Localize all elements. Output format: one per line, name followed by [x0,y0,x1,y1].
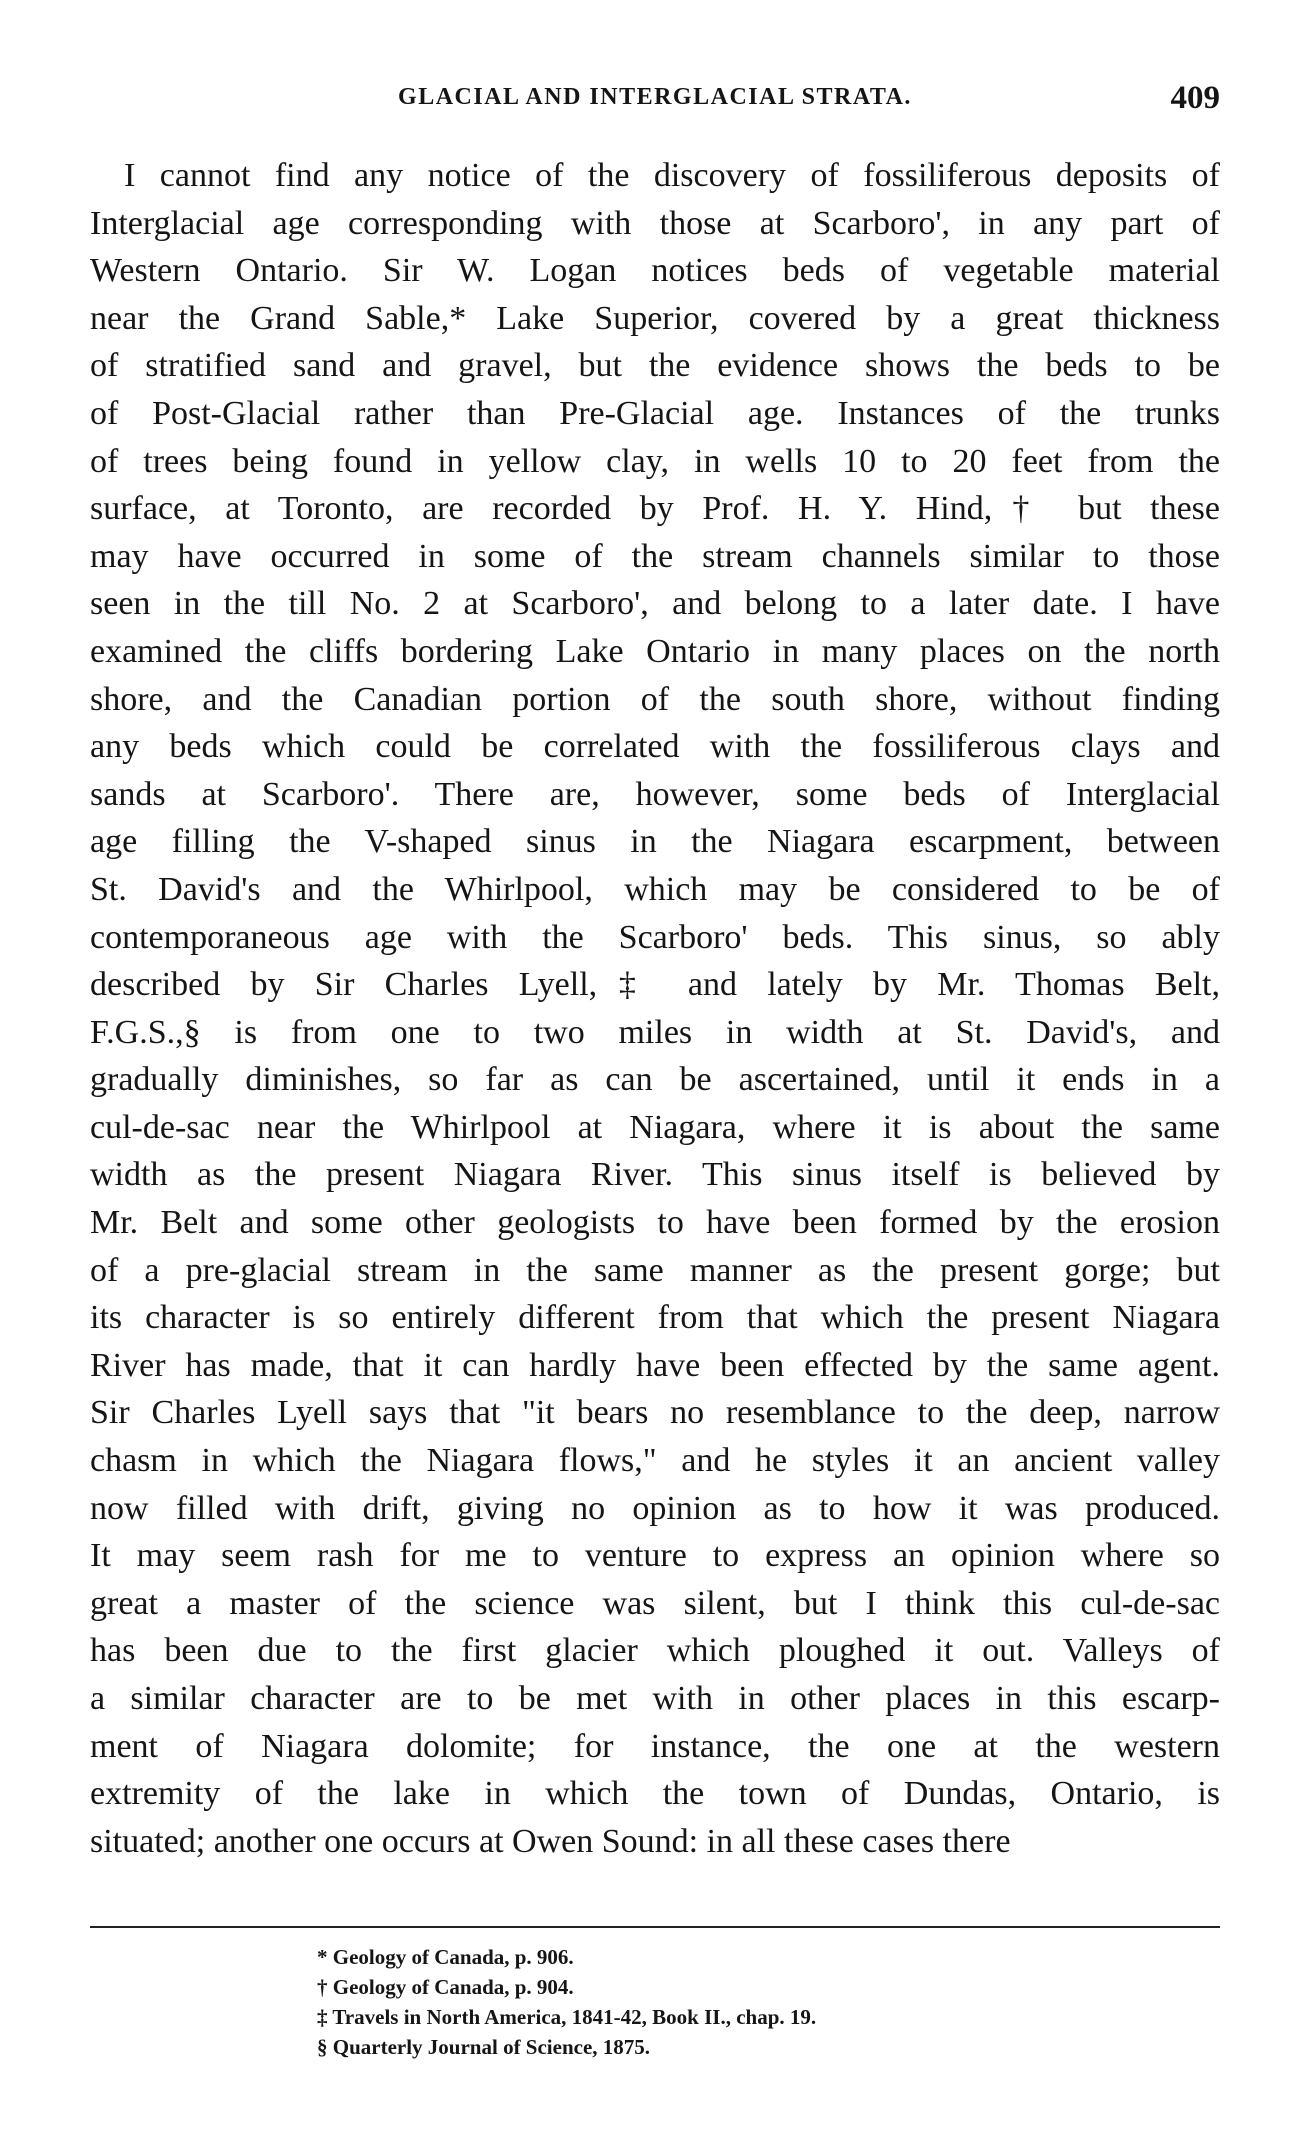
text-line: its character is so entirely different from that which the present Niagara [90,1299,1220,1337]
text-line: gradually diminishes, so far as can be ascertained, until it ends in a [90,1061,1220,1099]
text-line: St. David's and the Whirlpool, which may be considered to be of [90,870,1220,908]
text-line: of a pre-glacial stream in the same manner as the present gorge; but [90,1251,1220,1289]
text-line: of stratified sand and gravel, but the evidence shows the beds to be [90,347,1220,385]
text-line: River has made, that it can hardly have been effected by the same agent. [90,1346,1220,1384]
text-line: shore, and the Canadian portion of the south shore, without finding [90,680,1220,718]
running-head [90,80,1220,120]
text-line: near the Grand Sable,* Lake Superior, covered by a great thickness [90,299,1220,337]
footnote-divider [90,1926,1220,1928]
text-line: may have occurred in some of the stream channels similar to those [90,537,1220,575]
text-line: described by Sir Charles Lyell,‡ and lately by Mr. Thomas Belt, [90,966,1220,1004]
text-line: examined the cliffs bordering Lake Ontario in many places on the north [90,632,1220,670]
text-line: Mr. Belt and some other geologists to have been formed by the erosion [90,1204,1220,1242]
text-line: F.G.S.,§ is from one to two miles in width at St. David's, and [90,1013,1220,1051]
text-line: now filled with drift, giving no opinion as to how it was produced. [90,1489,1220,1527]
text-line: surface, at Toronto, are recorded by Prof. H. Y. Hind,† but these [90,490,1220,528]
text-line: contemporaneous age with the Scarboro' beds. This sinus, so ably [90,918,1220,956]
page-number: 409 [1170,80,1220,116]
text-line: age filling the V-shaped sinus in the Niagara escarpment, between [90,823,1220,861]
text-line: a similar character are to be met with in other places in this escarp- [90,1680,1220,1717]
text-line: of trees being found in yellow clay, in wells 10 to 20 feet from the [90,442,1220,480]
footnote: † Geology of Canada, p. 904. [317,1975,574,1999]
text-line: ment of Niagara dolomite; for instance, the one at the western [90,1727,1220,1765]
running-title: GLACIAL AND INTERGLACIAL STRATA. [398,84,912,110]
text-line: extremity of the lake in which the town of Dundas, Ontario, is [90,1775,1220,1813]
footnotes [317,1942,1077,2062]
text-line: It may seem rash for me to venture to express an opinion where so [90,1537,1220,1575]
footnote: ‡ Travels in North America, 1841-42, Book II., chap. 19. [317,2005,817,2029]
text-line: of Post-Glacial rather than Pre-Glacial age. Instances of the trunks [90,394,1220,432]
text-line: chasm in which the Niagara flows," and he styles it an ancient valley [90,1442,1220,1480]
text-line: width as the present Niagara River. This sinus itself is believed by [90,1156,1220,1194]
text-line: sands at Scarboro'. There are, however, some beds of Interglacial [90,775,1220,813]
body-paragraph [90,152,1220,1865]
text-line: situated; another one occurs at Owen Sound: in all these cases there [90,1822,1011,1860]
text-line: great a master of the science was silent, but I think this cul-de-sac [90,1584,1220,1622]
footnote: * Geology of Canada, p. 906. [317,1945,574,1969]
text-line: Interglacial age corresponding with those at Scarboro', in any part of [90,204,1220,242]
text-line: I cannot find any notice of the discovery of fossiliferous deposits of [124,157,1220,194]
text-line: Western Ontario. Sir W. Logan notices beds of vegetable material [90,252,1220,290]
text-line: cul-de-sac near the Whirlpool at Niagara, where it is about the same [90,1108,1220,1146]
text-line: any beds which could be correlated with the fossiliferous clays and [90,728,1220,766]
text-line: has been due to the first glacier which ploughed it out. Valleys of [90,1632,1220,1670]
text-line: seen in the till No. 2 at Scarboro', and belong to a later date. I have [90,585,1220,623]
text-line: Sir Charles Lyell says that "it bears no resemblance to the deep, narrow [90,1394,1220,1432]
footnote: § Quarterly Journal of Science, 1875. [317,2035,651,2059]
